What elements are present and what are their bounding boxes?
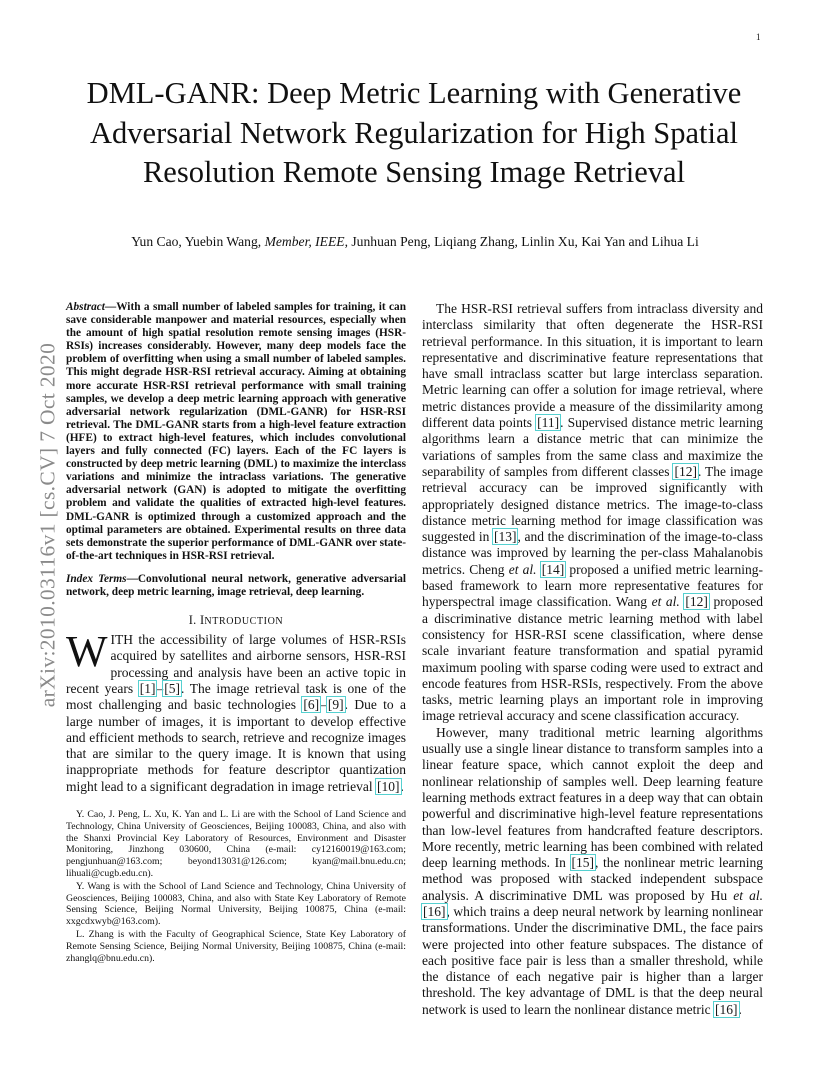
text-run: . The image retrieval task is one of the most challenging and basic technologies (66, 680, 406, 713)
citation-link[interactable]: [16] (715, 1001, 738, 1017)
citation-link[interactable]: [13] (493, 529, 517, 545)
text-run: , which trains a deep neural network by learning nonlinear transformations. Under the discriminative DML, the face pairs were projected into other feature subspaces. The distance of each positive face pair is less than a smaller threshold, while the distance of each negative pair is higher than a larger threshold. The key advantage of DML is that the deep neural network is used to learn the nonlinear distance metric (422, 903, 763, 1017)
section-heading (66, 613, 406, 628)
section-number: I. (188, 613, 197, 628)
text-run: , the nonlinear metric learning method was proposed with stacked independent subspace analysis. A discriminative DML was proposed by Hu (422, 855, 763, 903)
citation-link[interactable]: [5] (164, 680, 180, 696)
author-list (70, 234, 760, 250)
text-run: – (156, 680, 164, 696)
text-run: . Supervised distance metric learning algorithms learn a distance metric that can minimize the variations of samples from the same class and maximize the separability of samples from different classes (422, 415, 764, 479)
body-paragraph (422, 725, 763, 1018)
citation-link[interactable]: [6] (303, 697, 320, 713)
text-run: . Due to a large number of images, it is important to develop effective and efficient methods to search, retrieve and recognize images that are similar to the query image. It is known that using inappropriate methods for feature descriptor quantization might lead to a significant degradation in image retrieval (66, 697, 406, 794)
index-terms-text: —Convolutional neural network, generative adversarial network, deep metric learning, image retrieval, deep learning. (66, 572, 406, 598)
text-run: proposed a unified metric learning-based framework to learn more representative features for hyperspectral image classification. Wang (422, 561, 764, 610)
citation-link[interactable]: [15] (571, 855, 595, 871)
abstract-text: —With a small number of labeled samples for training, it can save considerable manpower and material resources, especially when the amount of high spatial resolution remote sensing images (HSR-RSIs) increases considerably. However, many deep models face the problem of overfitting when using a small number of labeled samples. This might degrade HSR-RSI retrieval accuracy. Aiming at obtaining more accurate HSR-RSI retrieval performance with small training samples, we develop a deep metric learning approach with generative adversarial network regularization (DML-GANR) for HSR-RSI retrieval. The DML-GANR starts from a high-level feature extraction (HFE) to extract high-level features, which includes convolutional layers and fully connected (FC) layers. Each of the FC layers is constructed by deep metric learning (DML) to maximize the interclass variations and minimize the intraclass variations. The generative adversarial network (GAN) is adopted to mitigate the overfitting problem and validate the qualities of extracted high-level features. DML-GANR is optimized through a customized approach and the optimal parameters are obtained. Experimental results on three data sets demonstrate the superior performance of DML-GANR over state-of-the-art techniques in HSR-RSI retrieval. (66, 301, 406, 562)
citation-link[interactable]: [12] (685, 594, 708, 610)
arxiv-identifier-text: arXiv:2010.03116v1 [cs.CV] 7 Oct 2020 (35, 342, 60, 708)
abstract-label: Abstract (66, 301, 105, 313)
text-run: . The image retrieval accuracy can be improved significantly with appropriately designed distance metrics. The image-to-class distance metric learning method for image classification was suggested in (422, 463, 763, 545)
citation-link[interactable]: [10] (377, 778, 400, 794)
text-run-italic: et al. (733, 887, 763, 903)
citation-link[interactable]: [11] (537, 415, 560, 431)
citation-link[interactable]: [9] (327, 697, 344, 713)
index-terms-label: Index Terms (66, 572, 127, 585)
paper-title: DML-GANR: Deep Metric Learning with Generative Adversarial Network Regularization for High Spatial Resolution Remote Sensing Image Retrieval (86, 76, 742, 189)
citation-link[interactable]: [12] (674, 463, 697, 479)
footnote: Y. Wang is with the School of Land Science and Technology, China University of Geosciences, Beijing 100083, China, and also with State Key Laboratory of Remote Sensing Science, Beijing Normal University, Beijing 100875, China (e-mail: xxgcdxwyb@163.com). (66, 880, 406, 928)
citation-link[interactable]: [16] (423, 903, 446, 919)
page-number: 1 (756, 32, 761, 42)
body-paragraph (422, 301, 763, 725)
section-title-initial: I (199, 613, 205, 628)
right-column (422, 301, 763, 1018)
arxiv-identifier (36, 292, 60, 758)
citation-link[interactable]: [14] (541, 561, 565, 577)
text-run: , and the discrimination of the image-to-class distance was improved by learning the per-class Mahalanobis metrics. Cheng (422, 529, 763, 577)
text-run: ITH the accessibility of large volumes of HSR-RSIs acquired by satellites and airborne sensors, HSR-RSI processing and analysis have been an active topic in recent years (66, 632, 406, 696)
author-membership: Member, IEEE (264, 234, 345, 249)
text-run: However, many traditional metric learning algorithms usually use a single linear distance to transform samples into a linear feature space, which cannot exploit the deep and nonlinear relationship of samples well. Deep learning feature learning methods extract features in a deep way that can obtain powerful and discriminative high-level feature representations than low-level features from handcrafted feature descriptors. More recently, metric learning has been combined with related deep learning methods. In (422, 724, 763, 871)
drop-cap: W (66, 627, 108, 677)
text-run: . (738, 1001, 742, 1017)
footnote: L. Zhang is with the Faculty of Geographical Science, State Key Laboratory of Remote Sensing Science, Beijing Normal University, Beijing 100875, China (e-mail: zhanglq@bnu.edu.cn). (66, 929, 406, 964)
footnotes (66, 809, 406, 964)
left-column (66, 301, 406, 965)
text-run: – (320, 697, 327, 713)
text-run-italic: et al. (651, 594, 680, 610)
text-run: . (400, 778, 404, 794)
section-title-rest: NTRODUCTION (204, 616, 284, 628)
abstract (66, 301, 406, 563)
text-run: proposed a discriminative distance metric learning method with label consistency for HSR-RSI scene classification, where dense scale invariant feature transformation and spatial pyramid maximum pooling with sparse coding were used to extract and encode features from HSR-RSIs, respectively. From the above tasks, metric learning plays an important role in improving image retrieval accuracy and scene classification accuracy. (422, 594, 763, 724)
text-run-italic: et al. (508, 561, 537, 577)
text-run: The HSR-RSI retrieval suffers from intraclass diversity and interclass similarity that often degenerate the HSR-RSI retrieval performance. In this situation, it is important to learn representative and discriminative feature representations that have small intraclass scatter but large interclass separation. Metric learning can offer a solution for image retrieval, where metric distances provide a measure of the dissimilarity among different data points (422, 301, 763, 431)
authors-text: Yun Cao, Yuebin Wang, Member, IEEE, Junhuan Peng, Liqiang Zhang, Linlin Xu, Kai Yan and Lihua Li (131, 234, 699, 249)
citation-link[interactable]: [1] (139, 680, 156, 696)
intro-paragraph (66, 627, 406, 795)
index-terms (66, 573, 406, 599)
footnote: Y. Cao, J. Peng, L. Xu, K. Yan and L. Li are with the School of Land Science and Technology, China University of Geosciences, Beijing 100083, China, and also with the Shanxi Provincial Key Laboratory of Resources, Environment and Disaster Monitoring, Jinzhong 030600, China (e-mail: cy12160019@163.com; pengjunhuan@163.com; beyond13031@126.com; kyan@mail.bnu.edu.cn; lihuali@cugb.edu.cn). (66, 809, 406, 880)
